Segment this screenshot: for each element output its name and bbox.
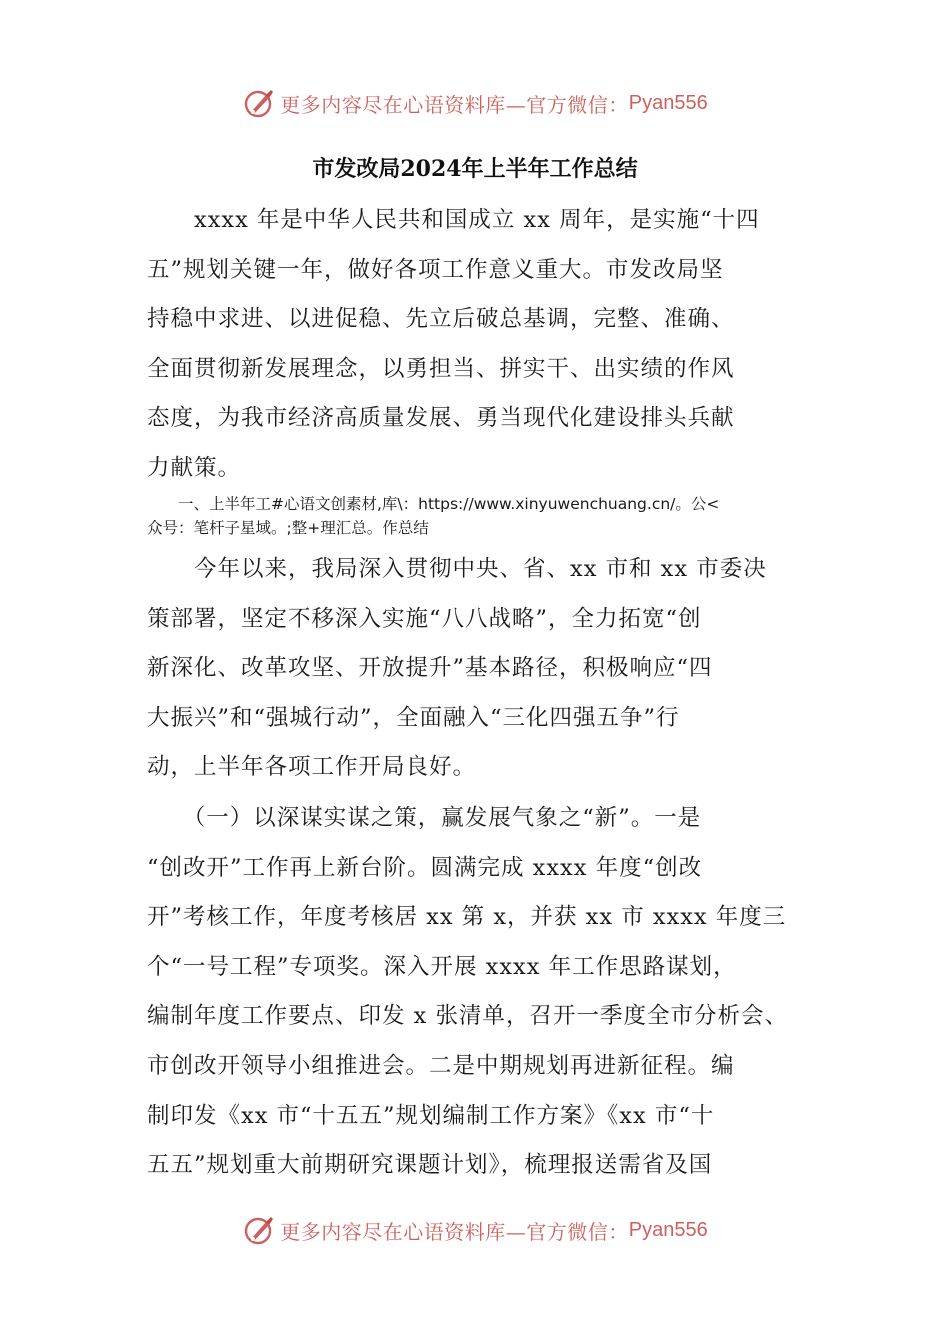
body-paragraph [147,545,827,793]
text-line: 今年以来，我局深入贯彻中央、省、xx 市和 xx 市委决 [147,556,767,582]
footer-banner [0,1210,950,1250]
text-line: 市创改开领导小组推进会。二是中期规划再进新征程。编 [147,1052,735,1079]
text-line: 一、上半年工#心语文创素材,库\：https://www.xinyuwenchuang.cn/。公< [147,495,720,513]
text-line: 制印发《xx 市“十五五”规划编制工作方案》《xx 市“十 [147,1102,715,1129]
text-line: 全面贯彻新发展理念，以勇担当、拼实干、出实绩的作风 [147,355,735,382]
text-line: 动，上半年各项工作开局良好。 [147,754,477,781]
pen-logo-icon [242,86,276,120]
document-title: 市发改局2024年上半年工作总结 [312,156,638,182]
header-banner [0,83,950,123]
text-line: 新深化、改革攻坚、开放提升”基本路径，积极响应“四 [147,655,713,682]
text-line: 态度，为我市经济高质量发展、勇当现代化建设排头兵献 [147,405,735,432]
banner-handle: Pyan556 [628,1218,708,1241]
text-line: “创改开”工作再上新台阶。圆满完成 xxxx 年度“创改 [147,854,703,881]
text-line: 力献策。 [147,454,242,481]
text-line: xxxx 年是中华人民共和国成立 xx 周年，是实施“十四 [147,207,760,233]
banner-text: 更多内容尽在心语资料库—官方微信： [280,92,629,117]
text-line: （一）以深谋实谋之策，赢发展气象之“新”。一是 [147,805,702,831]
text-line: 五”规划关键一年，做好各项工作意义重大。市发改局坚 [147,256,724,283]
text-line: 五五”规划重大前期研究课题计划》，梳理报送需省及国 [147,1152,713,1179]
text-line: 大振兴”和“强城行动”，全面融入“三化四强五争”行 [147,704,680,731]
section-heading-watermarked [147,492,807,540]
text-line: 策部署，坚定不移深入实施“八八战略”，全力拓宽“创 [147,605,702,632]
text-line: 持稳中求进、以进促稳、先立后破总基调，完整、准确、 [147,306,735,333]
banner-text: 更多内容尽在心语资料库—官方微信： [280,1219,629,1244]
banner-handle: Pyan556 [628,91,708,114]
body-paragraph [147,196,827,494]
body-paragraph [147,794,827,1191]
text-line: 开”考核工作，年度考核居 xx 第 x，并获 xx 市 xxxx 年度三 [147,904,787,931]
pen-logo-icon [242,1213,276,1247]
text-line: 个“一号工程”专项奖。深入开展 xxxx 年工作思路谋划， [147,953,737,980]
text-line: 编制年度工作要点、印发 x 张清单，召开一季度全市分析会、 [147,1003,788,1030]
text-line: 众号：笔杆子星域。;整+理汇总。作总结 [147,519,429,537]
